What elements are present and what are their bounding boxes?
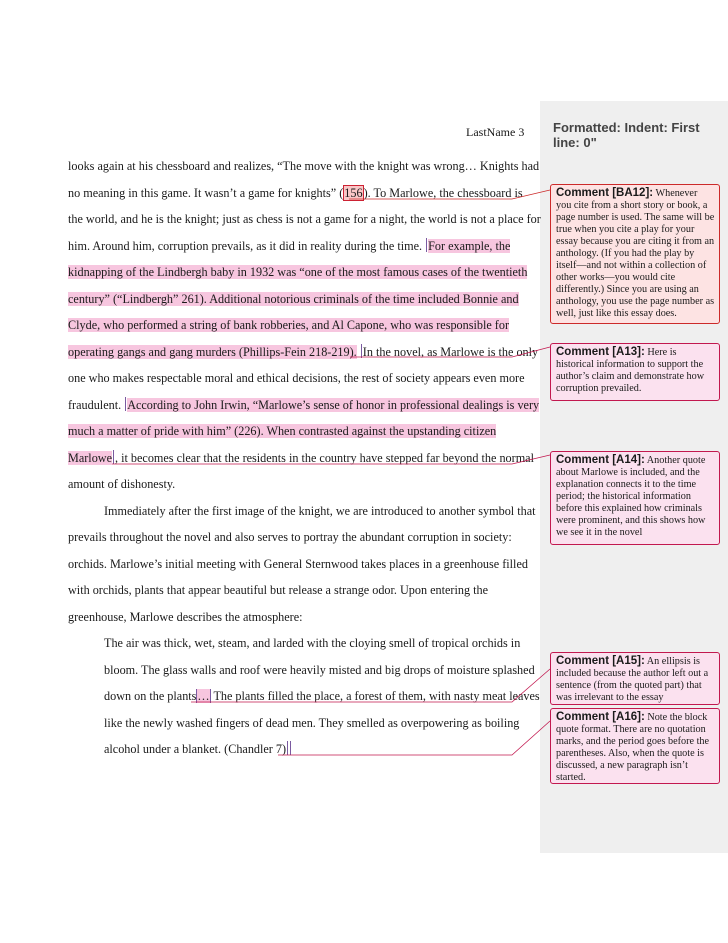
margin-pane-label: Formatted: Indent: First line: 0" bbox=[553, 120, 700, 150]
ellipsis-highlight: … bbox=[197, 689, 210, 703]
block-quote-line: alcohol under a blanket. (Chandler 7) bbox=[104, 741, 292, 757]
body-line: Immediately after the first image of the knight, we are introduced to another symbol that bbox=[104, 504, 536, 518]
body-line: looks again at his chessboard and realizes, “The move with the knight was wrong… Knights had bbox=[68, 159, 540, 173]
comment-anchor-mark bbox=[426, 238, 427, 252]
comment-balloon[interactable]: Comment [A13]: Here is historical information to support the author’s claim and demonstrate how corruption prevailed. bbox=[550, 343, 720, 401]
body-line: greenhouse, Marlowe describes the atmosphere: bbox=[68, 610, 303, 624]
body-line: kidnapping of the Lindbergh baby in 1932 was “one of the most famous cases of the twentieth bbox=[68, 265, 528, 279]
body-line: much a matter of pride with him” (226). When contrasted against the upstanding citizen bbox=[68, 424, 497, 438]
block-quote-line: down on the plants… The plants filled the place, a forest of them, with nasty meat leaves bbox=[104, 689, 540, 703]
block-quote-line: bloom. The glass walls and roof were heavily misted and big drops of moisture splashed bbox=[104, 663, 535, 677]
body-line: fraudulent. According to John Irwin, “Marlowe’s sense of honor in professional dealings is very bbox=[68, 398, 540, 412]
body-line: him. Around him, corruption prevails, as it did in reality during the time. For example, the bbox=[68, 239, 511, 253]
comment-anchor-mark bbox=[287, 741, 288, 755]
body-line: orchids. Marlowe’s initial meeting with General Sternwood takes places in a greenhouse filled bbox=[68, 557, 528, 571]
page-citation-highlight: 156 bbox=[344, 186, 363, 200]
body-line: the world, and he is the knight; just as chess is not a game for a night, the world is not a place for bbox=[68, 212, 541, 226]
body-line: Clyde, who performed a string of bank robberies, and Al Capone, who was responsible for bbox=[68, 318, 510, 332]
body-line: with orchids, plants that appear beautiful but release a strange odor. Upon entering the bbox=[68, 583, 488, 597]
body-line: amount of dishonesty. bbox=[68, 477, 176, 491]
block-quote-line: like the newly washed fingers of dead men. They smelled as overpowering as boiling bbox=[104, 716, 520, 730]
block-quote-line: The air was thick, wet, steam, and larded with the cloying smell of tropical orchids in bbox=[104, 636, 521, 650]
body-line: Marlowe , it becomes clear that the residents in the country have stepped far beyond the normal bbox=[68, 451, 534, 465]
comment-balloon[interactable]: Comment [A15]: An ellipsis is included because the author left out a sentence (from the quoted part) that was irrelevant to the essay bbox=[550, 652, 720, 705]
comment-balloon[interactable]: Comment [A14]: Another quote about Marlowe is included, and the explanation connects it to the time period; the historical information before this explained how criminals were prominent, and this shows how we see it in the novel bbox=[550, 451, 720, 545]
body-line: prevails throughout the novel and also serves to portray the abundant corruption in society: bbox=[68, 530, 512, 544]
body-line: century” (“Lindbergh” 261). Additional notorious criminals of the time included Bonnie and bbox=[68, 292, 519, 306]
body-line: no meaning in this game. It wasn’t a game for knights” (156). To Marlowe, the chessboard is bbox=[68, 186, 523, 200]
comment-anchor-mark bbox=[361, 344, 362, 358]
running-head: LastName 3 bbox=[466, 125, 525, 139]
body-line: operating gangs and gang murders (Phillips-Fein 218-219). In the novel, as Marlowe is the only bbox=[68, 345, 539, 359]
body-line: one who makes respectable moral and ethical decisions, the rest of society appears even more bbox=[68, 371, 525, 385]
comment-balloon[interactable]: Comment [A16]: Note the block quote format. There are no quotation marks, and the period goes before the parentheses. Also, when the quote is discussed, a new paragraph isn’t started. bbox=[550, 708, 720, 784]
comment-balloon[interactable]: Comment [BA12]: Whenever you cite from a short story or book, a page number is used. The same will be true when you cite a play for your essay because you are citing it from an anthology. (If you had the play by itself—and not within a collection of other works—you would cite differently.) Since you are using an anthology, you use the page number as well, just like this essay does. bbox=[550, 184, 720, 324]
